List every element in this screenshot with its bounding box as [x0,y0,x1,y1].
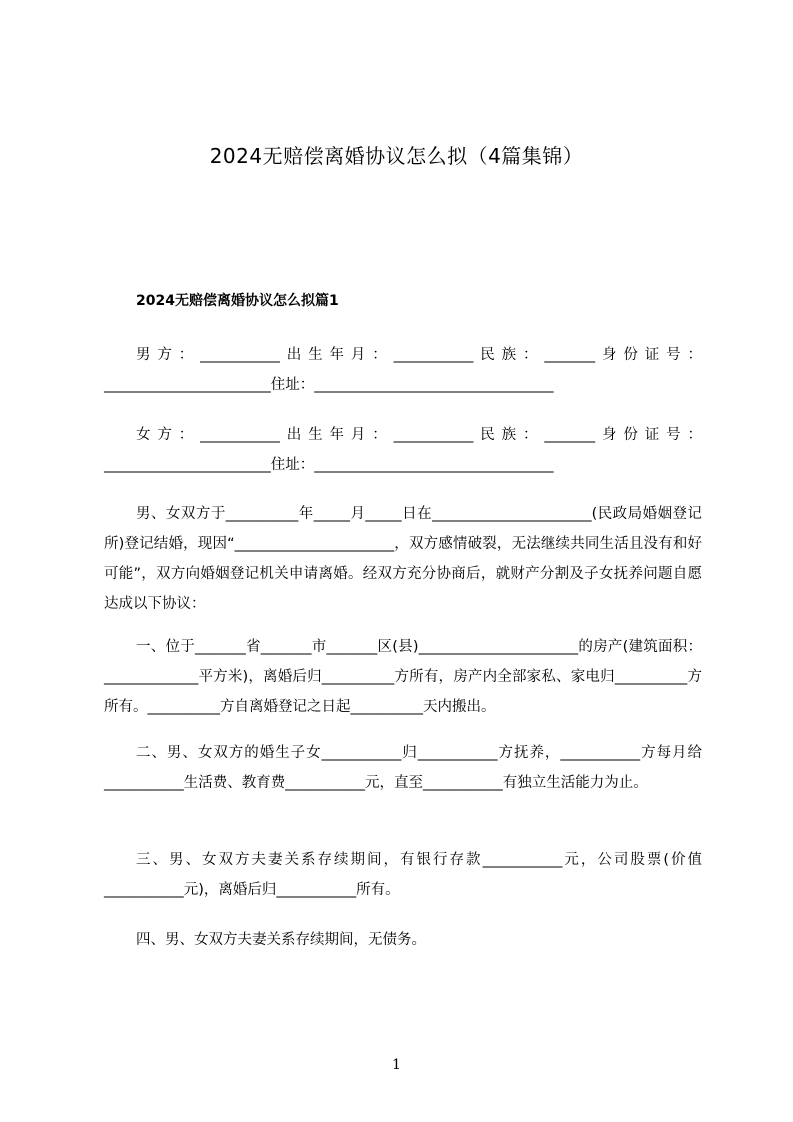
savings-stock-clause-paragraph: 三、男、女双方夫妻关系存续期间，有银行存款___________元，公司股票(价值___________元)，离婚后归___________所有。 [104,852,702,898]
document-title: 2024无赔偿离婚协议怎么拟（4篇集锦） [209,144,584,168]
page-number: 1 [392,1057,401,1073]
property-clause-paragraph: 一、位于_______省_______市_______区(县)______________________的房产(建筑面积：_____________平方米)，离婚后归__________方所有，房产内全部家私、家电归__________方所有。__________方自离婚登记之日起__________天内搬出。 [104,639,702,715]
female-party-info-paragraph: 女方：___________出生年月：___________民族：_______身份证号：_______________________住址：_________________________________ [104,427,702,473]
child-custody-clause-paragraph: 二、男、女双方的婚生子女___________归___________方抚养，___________方每月给___________生活费、教育费___________元，直至___________有独立生活能力为止。 [104,745,702,791]
male-party-info-paragraph: 男方：___________出生年月：___________民族：_______身份证号：_______________________住址：_________________________________ [104,347,702,393]
debt-clause-paragraph: 四、男、女双方夫妻关系存续期间，无债务。 [136,932,426,948]
section-heading: 2024无赔偿离婚协议怎么拟篇1 [136,293,339,309]
marriage-registration-paragraph: 男、女双方于__________年_____月_____日在______________________(民政局婚姻登记所)登记结婚，现因“______________________，双方感情破裂，无法继续共同生活且没有和好可能”，双方向婚姻登记机关申请离婚。经双方充分协商后，就财产分割及子女抚养问题自愿达成以下协议： [104,506,702,612]
